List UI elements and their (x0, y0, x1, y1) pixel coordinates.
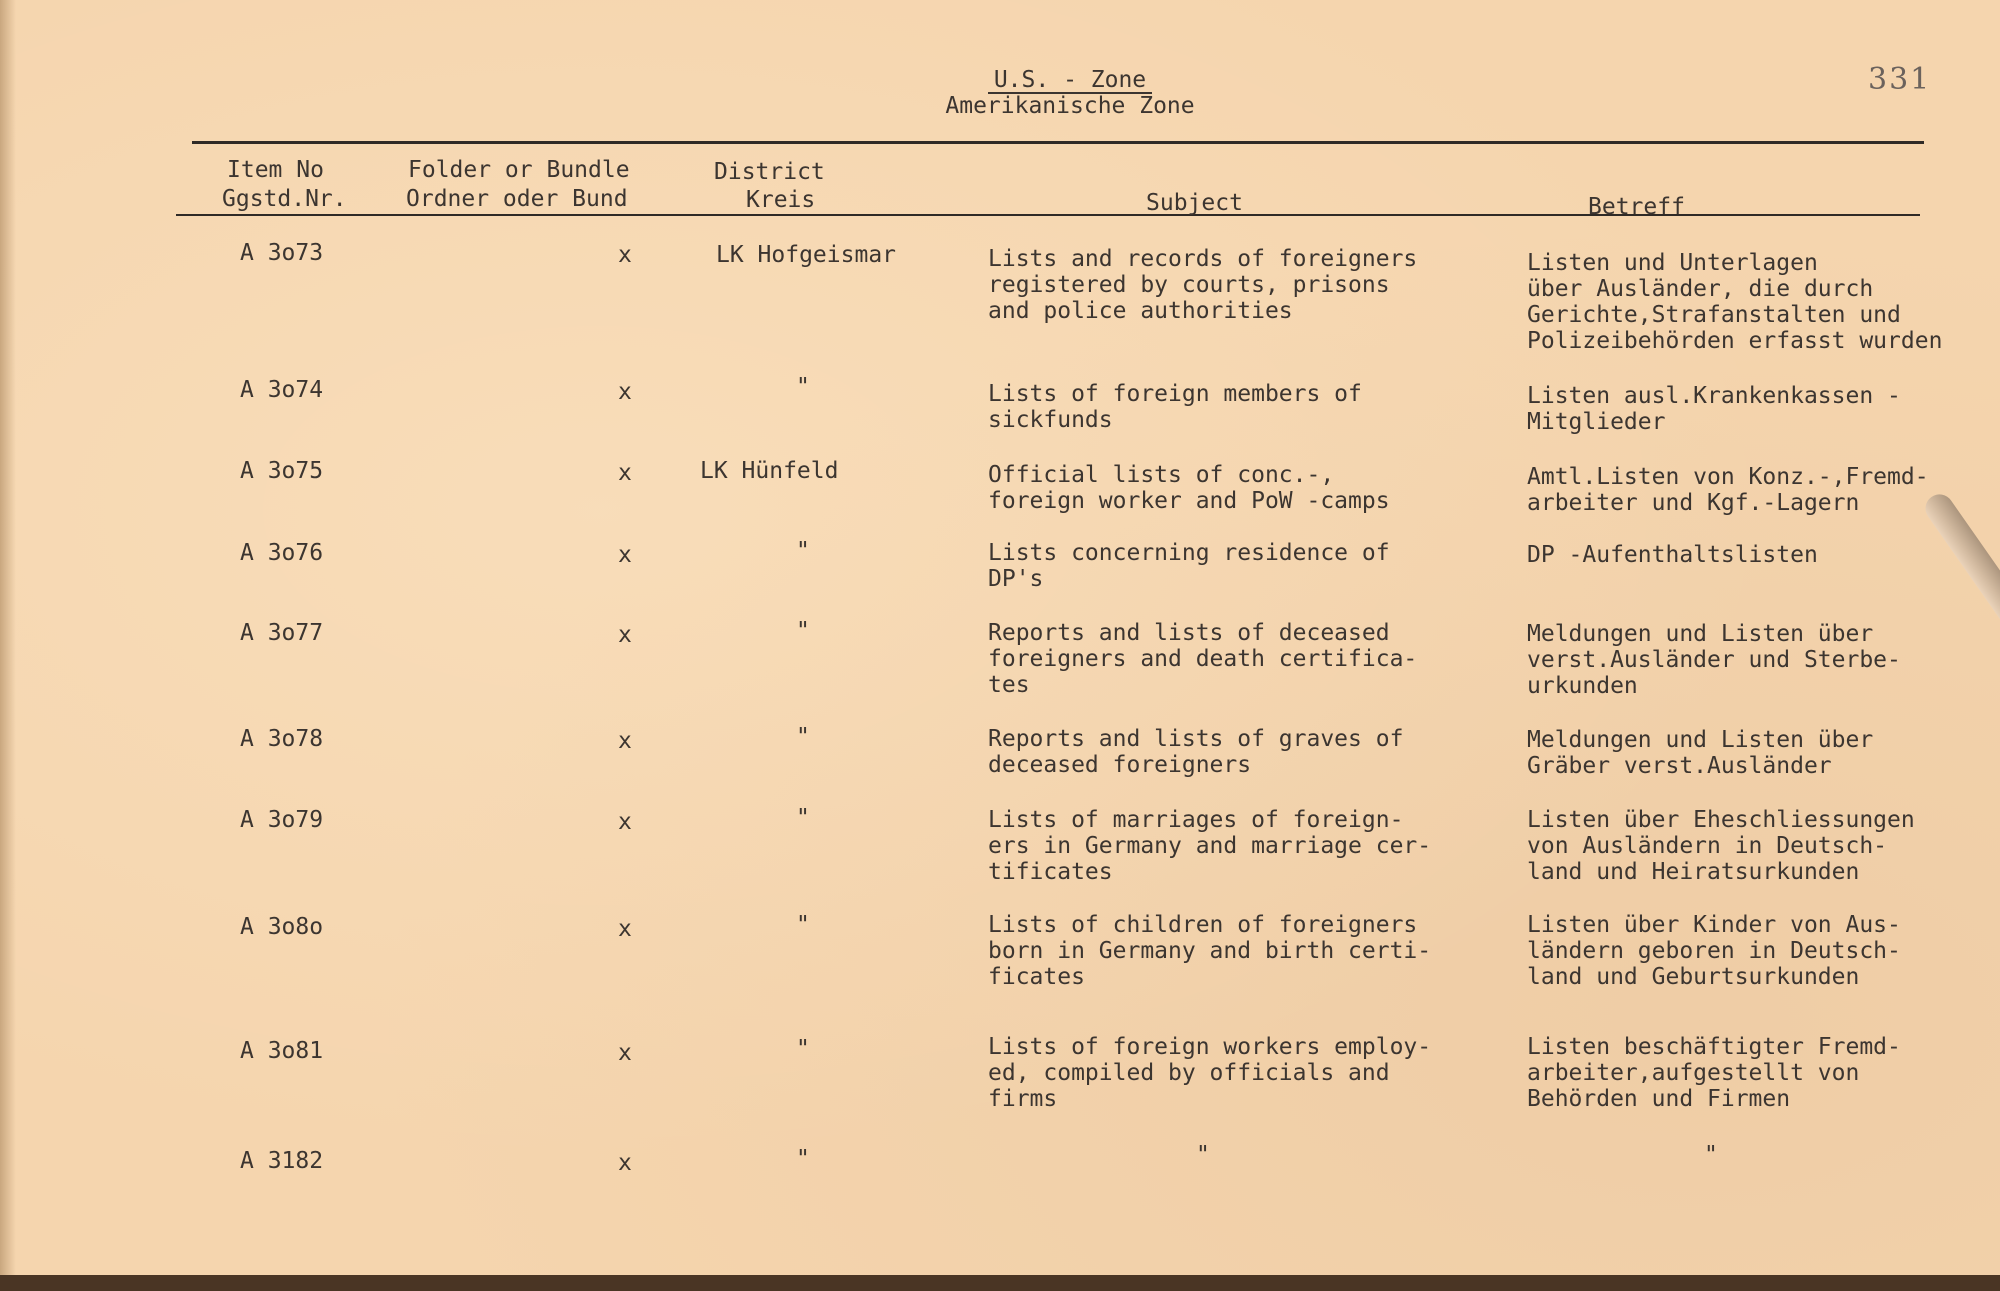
betreff-line: DP -Aufenthaltslisten (1527, 542, 1818, 568)
row-mark: x (618, 622, 632, 648)
row-subject (988, 620, 1417, 698)
subject-line: born in Germany and birth certi- (988, 938, 1432, 964)
betreff-line: Listen ausl.Krankenkassen - (1527, 383, 1901, 409)
subject-line: deceased foreigners (988, 752, 1252, 778)
zone-title (920, 68, 1220, 118)
header-betreff: Betreff (1588, 194, 1685, 220)
row-district-ditto: " (796, 724, 810, 750)
header-item-en: Item No (227, 157, 324, 183)
subject-line: sickfunds (988, 407, 1113, 433)
header-folder-de: Ordner oder Bund (406, 186, 628, 212)
row-subject (988, 246, 1417, 324)
betreff-line: Meldungen und Listen über (1527, 727, 1874, 753)
row-betreff (1527, 383, 1901, 435)
row-district-ditto: " (796, 1146, 810, 1172)
row-mark: x (618, 542, 632, 568)
row-mark: x (618, 916, 632, 942)
betreff-line: Listen und Unterlagen (1527, 250, 1818, 276)
row-item-number: A 3o74 (240, 377, 324, 403)
subject-line: Reports and lists of graves of (988, 726, 1404, 752)
row-mark: x (618, 242, 632, 268)
subject-line: firms (988, 1086, 1058, 1112)
betreff-line: verst.Ausländer und Sterbe- (1527, 647, 1901, 673)
subject-line: Lists of children of foreigners (988, 912, 1418, 938)
subject-line: DP's (988, 566, 1044, 592)
row-betreff (1527, 1034, 1901, 1112)
row-betreff (1527, 912, 1901, 990)
row-subject (988, 726, 1403, 778)
row-district-ditto: " (796, 1036, 810, 1062)
zone-title-line2: Amerikanische Zone (945, 93, 1195, 119)
betreff-line: ländern geboren in Deutsch- (1527, 938, 1901, 964)
row-district-ditto: " (796, 374, 810, 400)
row-district-ditto: " (796, 912, 810, 938)
betreff-line: Behörden und Firmen (1527, 1086, 1791, 1112)
row-mark: x (618, 809, 632, 835)
subject-line: tes (988, 672, 1030, 698)
betreff-line: urkunden (1527, 673, 1638, 699)
row-district: LK Hünfeld (700, 458, 839, 484)
subject-line: and police authorities (988, 298, 1293, 324)
row-mark: x (618, 460, 632, 486)
row-betreff (1527, 542, 1818, 568)
row-subject (988, 462, 1390, 514)
subject-line: Lists and records of foreigners (988, 246, 1418, 272)
betreff-line: von Ausländern in Deutsch- (1527, 833, 1888, 859)
row-betreff (1527, 464, 1929, 516)
betreff-line: Gräber verst.Ausländer (1527, 753, 1832, 779)
row-item-number: A 3o8o (240, 914, 324, 940)
row-item-number: A 3o76 (240, 540, 324, 566)
betreff-line: Listen beschäftigter Fremd- (1527, 1034, 1901, 1060)
row-item-number: A 3o75 (240, 458, 324, 484)
betreff-line: Polizeibehörden erfasst wurden (1527, 328, 1943, 354)
row-item-number: A 3o73 (240, 240, 324, 266)
row-item-number: A 3o78 (240, 726, 324, 752)
header-district-en: District (714, 159, 825, 185)
row-betreff (1527, 621, 1901, 699)
row-mark: x (618, 379, 632, 405)
betreff-line: arbeiter und Kgf.-Lagern (1527, 490, 1860, 516)
row-betreff (1527, 807, 1915, 885)
betreff-line: land und Heiratsurkunden (1527, 859, 1860, 885)
row-item-number: A 3o81 (240, 1038, 324, 1064)
row-subject (988, 381, 1362, 433)
row-mark: x (618, 728, 632, 754)
header-district-de: Kreis (746, 187, 816, 213)
row-district-ditto: " (796, 538, 810, 564)
subject-line: ficates (988, 964, 1085, 990)
row-district: LK Hofgeismar (716, 242, 897, 268)
row-subject (988, 807, 1431, 885)
subject-line: Lists of foreign members of (988, 381, 1362, 407)
row-item-number: A 3182 (240, 1148, 324, 1174)
subject-line: Lists of foreign workers employ- (988, 1034, 1432, 1060)
subject-line: Reports and lists of deceased (988, 620, 1390, 646)
row-subject-ditto: " (1196, 1142, 1210, 1168)
subject-line: foreign worker and PoW -camps (988, 488, 1390, 514)
subject-line: ed, compiled by officials and (988, 1060, 1390, 1086)
betreff-line: Amtl.Listen von Konz.-,Fremd- (1527, 464, 1929, 490)
betreff-line: Meldungen und Listen über (1527, 621, 1874, 647)
row-subject (988, 540, 1390, 592)
subject-line: tificates (988, 859, 1113, 885)
row-mark: x (618, 1040, 632, 1066)
betreff-line: arbeiter,aufgestellt von (1527, 1060, 1860, 1086)
row-district-ditto: " (796, 805, 810, 831)
betreff-line: Mitglieder (1527, 409, 1666, 435)
row-betreff (1527, 727, 1873, 779)
row-subject (988, 912, 1431, 990)
page-number: 331 (1868, 62, 1932, 97)
row-item-number: A 3o79 (240, 807, 324, 833)
betreff-line: Gerichte,Strafanstalten und (1527, 302, 1901, 328)
header-subject: Subject (1146, 190, 1243, 216)
pen-nib-decoration (1920, 489, 2000, 693)
header-top-rule (192, 141, 1924, 144)
subject-line: ers in Germany and marriage cer- (988, 833, 1432, 859)
header-folder-en: Folder or Bundle (408, 157, 630, 183)
row-subject (988, 1034, 1431, 1112)
row-mark: x (618, 1150, 632, 1176)
row-betreff-ditto: " (1704, 1142, 1718, 1168)
subject-line: foreigners and death certifica- (988, 646, 1418, 672)
row-betreff (1527, 250, 1942, 354)
betreff-line: Listen über Kinder von Aus- (1527, 912, 1901, 938)
page-left-shadow (0, 0, 16, 1275)
row-district-ditto: " (796, 618, 810, 644)
subject-line: Lists of marriages of foreign- (988, 807, 1404, 833)
subject-line: Official lists of conc.-, (988, 462, 1335, 488)
subject-line: registered by courts, prisons (988, 272, 1390, 298)
page-bottom-edge (0, 1275, 2000, 1291)
header-item-de: Ggstd.Nr. (222, 186, 347, 212)
zone-title-line1: U.S. - Zone (988, 68, 1152, 94)
betreff-line: land und Geburtsurkunden (1527, 964, 1860, 990)
subject-line: Lists concerning residence of (988, 540, 1390, 566)
betreff-line: über Ausländer, die durch (1527, 276, 1874, 302)
betreff-line: Listen über Eheschliessungen (1527, 807, 1915, 833)
row-item-number: A 3o77 (240, 620, 324, 646)
